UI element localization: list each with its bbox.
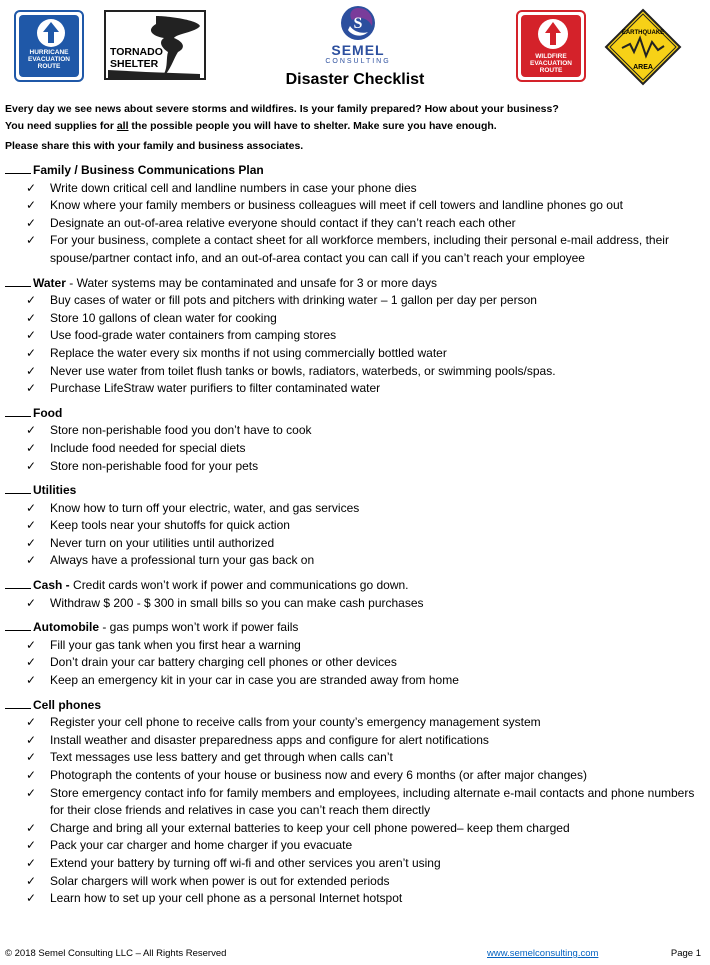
checkmark-icon: ✓ [26, 535, 37, 550]
checklist-item-text: Store non-perishable food for your pets [50, 458, 259, 473]
checklist-item-text: Withdraw $ 200 - $ 300 in small bills so you can make cash purchases [50, 595, 424, 610]
checklist-item [5, 422, 705, 440]
checkmark-icon: ✓ [26, 715, 37, 730]
footer-website-link[interactable]: www.semelconsulting.com [487, 948, 599, 959]
logo-sub: CONSULTING [325, 58, 391, 65]
intro-line2-b: the possible people you will have to shelter. Make sure you have enough. [128, 120, 497, 132]
checkmark-icon: ✓ [26, 458, 37, 473]
section-heading [5, 577, 705, 595]
checklist-item-text: Charge and bring all your external batteries to keep your cell phone powered– keep them charged [50, 820, 570, 835]
checklist-item [5, 714, 705, 732]
checklist-section [5, 619, 705, 689]
section-item-list [5, 595, 705, 613]
checkmark-icon: ✓ [26, 233, 37, 248]
checklist-item [5, 785, 705, 820]
section-item-list [5, 500, 705, 570]
intro-line2 [5, 118, 559, 135]
up-arrow-icon [19, 15, 83, 51]
footer-page-number: Page 1 [670, 948, 701, 959]
tornado-sign-line2: SHELTER [110, 58, 159, 70]
checklist-item [5, 552, 705, 570]
checklist-item-text: Extend your battery by turning off wi-fi and other services you aren’t using [50, 855, 441, 870]
checklist-item-text: Designate an out-of-area relative everyone should contact if they can’t reach each other [50, 215, 516, 230]
checklist-sections [5, 162, 705, 915]
checklist-item-text: Store non-perishable food you don’t have to cook [50, 423, 312, 438]
section-title: Food [33, 405, 63, 420]
checklist-item [5, 517, 705, 535]
checklist-item-text: Include food needed for special diets [50, 440, 246, 455]
checklist-item-text: Replace the water every six months if not using commercially bottled water [50, 345, 447, 360]
section-title: Family / Business Communications Plan [33, 163, 264, 177]
checklist-item [5, 767, 705, 785]
section-item-list [5, 180, 705, 268]
section-item-list [5, 422, 705, 475]
checklist-item-text: Pack your car charger and home charger if you evacuate [50, 838, 353, 853]
section-title: Cell phones [33, 697, 102, 712]
checklist-item-text: Know where your family members or business colleagues will meet if cell towers and landline phones go out [50, 198, 623, 213]
checklist-item [5, 837, 705, 855]
checkbox-blank-line[interactable] [5, 619, 31, 631]
section-item-list [5, 292, 705, 398]
checkmark-icon: ✓ [26, 768, 37, 782]
checklist-item-text: For your business, complete a contact sheet for all workforce members, including their personal e-mail address, their spouse/partner contact info, and an out-of-area contact you can call if you can’t reach your employee [50, 233, 669, 265]
checklist-item [5, 215, 705, 233]
intro-line2-underlined: all [116, 120, 129, 132]
checklist-item [5, 654, 705, 672]
checklist-item [5, 380, 705, 398]
checklist-item [5, 873, 705, 891]
up-arrow-icon [521, 15, 585, 53]
checklist-section [5, 482, 705, 570]
checklist-item-text: Don’t drain your car battery charging cell phones or other devices [50, 655, 397, 670]
intro-line3: Please share this with your family and business associates. [5, 140, 304, 152]
svg-text:S: S [353, 15, 363, 32]
intro-text [5, 101, 559, 155]
section-title: Utilities [33, 483, 77, 498]
section-heading [5, 162, 705, 180]
intro-line2-a: You need supplies for [5, 120, 117, 132]
section-title: Water [33, 275, 66, 290]
checkmark-icon: ✓ [26, 518, 37, 533]
checkbox-blank-line[interactable] [5, 405, 31, 417]
section-heading [5, 405, 705, 423]
checkmark-icon: ✓ [26, 423, 37, 438]
checklist-item [5, 535, 705, 553]
checkmark-icon: ✓ [26, 655, 37, 670]
checklist-section [5, 275, 705, 398]
checklist-item [5, 458, 705, 476]
checklist-item-text: Never turn on your utilities until authorized [50, 535, 275, 550]
checkmark-icon: ✓ [26, 381, 37, 396]
section-heading [5, 482, 705, 500]
checkmark-icon: ✓ [26, 855, 37, 870]
section-item-list [5, 637, 705, 690]
checklist-item [5, 732, 705, 750]
section-note: - Water systems may be contaminated and unsafe for 3 or more days [65, 275, 437, 290]
checklist-item [5, 327, 705, 345]
tornado-sign-line1: TORNADO [110, 46, 163, 58]
checkmark-icon: ✓ [26, 732, 37, 747]
checklist-item [5, 197, 705, 215]
checklist-item [5, 345, 705, 363]
checklist-item-text: Write down critical cell and landline numbers in case your phone dies [50, 180, 417, 195]
checkmark-icon: ✓ [26, 310, 37, 325]
checklist-item [5, 595, 705, 613]
checklist-item [5, 440, 705, 458]
checklist-item-text: Learn how to set up your cell phone as a personal Internet hotspot [50, 891, 403, 906]
checklist-item-text: Install weather and disaster preparedness apps and configure for alert notifications [50, 732, 489, 747]
checklist-item-text: Register your cell phone to receive calls from your county’s emergency management system [50, 715, 541, 730]
checkmark-icon: ✓ [26, 440, 37, 455]
intro-line1: Every day we see news about severe storms and wildfires. Is your family prepared? How about your business? [5, 103, 559, 115]
logo-swirl-icon [338, 4, 378, 42]
hurricane-sign-text: HURRICANE EVACUATION ROUTE [27, 49, 70, 70]
checkmark-icon: ✓ [26, 838, 37, 853]
checkmark-icon: ✓ [26, 891, 37, 906]
section-heading [5, 275, 705, 293]
checkmark-icon: ✓ [26, 215, 37, 230]
checklist-section [5, 405, 705, 475]
section-title: Cash - [33, 578, 70, 593]
checklist-item-text: Keep tools near your shutoffs for quick action [50, 518, 290, 533]
checklist-item-text: Keep an emergency kit in your car in case you are stranded away from home [50, 673, 459, 688]
checklist-item-text: Store 10 gallons of clean water for cooking [50, 310, 277, 325]
wildfire-sign-text: WILDFIRE EVACUATION ROUTE [529, 53, 572, 74]
checklist-item [5, 672, 705, 690]
checklist-item-text: Solar chargers will work when power is out for extended periods [50, 873, 390, 888]
page-title: Disaster Checklist [285, 71, 425, 88]
tornado-shelter-sign [104, 10, 206, 80]
section-item-list [5, 714, 705, 908]
checklist-item [5, 310, 705, 328]
checklist-item-text: Store emergency contact info for family members and employees, including alternate e-mail contacts and phone numbers for their close friends and relatives in case you can’t reach them directly [50, 785, 695, 818]
earthquake-sign-line1: EARTHQUAKE [621, 30, 665, 36]
section-note: Credit cards won’t work if power and communications go down. [69, 578, 409, 593]
checkmark-icon: ✓ [26, 293, 37, 308]
checklist-section [5, 577, 705, 612]
semel-logo [320, 4, 396, 68]
checkmark-icon: ✓ [26, 595, 37, 610]
section-heading [5, 619, 705, 637]
checklist-item-text: Photograph the contents of your house or business now and every 6 months (or after major changes) [50, 768, 587, 782]
footer-copyright: © 2018 Semel Consulting LLC – All Rights Reserved [5, 948, 227, 959]
checkmark-icon: ✓ [26, 180, 37, 195]
checkmark-icon: ✓ [26, 363, 37, 378]
checklist-item [5, 232, 705, 267]
logo-brand: SEMEL [331, 42, 385, 58]
checkbox-blank-line[interactable] [5, 577, 31, 589]
checkmark-icon: ✓ [26, 500, 37, 515]
checkmark-icon: ✓ [26, 637, 37, 652]
checklist-item-text: Never use water from toilet flush tanks or bowls, radiators, waterbeds, or swimming pools/spas. [50, 363, 556, 378]
section-note: - gas pumps won’t work if power fails [99, 620, 299, 635]
checklist-item [5, 820, 705, 838]
earthquake-sign-line2: AREA [633, 64, 653, 71]
checkmark-icon: ✓ [26, 328, 37, 343]
checklist-item-text: Know how to turn off your electric, water, and gas services [50, 500, 360, 515]
checklist-item-text: Use food-grade water containers from camping stores [50, 328, 337, 343]
checklist-section [5, 162, 705, 268]
section-title: Automobile [33, 620, 99, 635]
checkbox-blank-line[interactable] [5, 275, 31, 287]
checklist-item [5, 637, 705, 655]
checklist-item [5, 855, 705, 873]
checklist-item-text: Always have a professional turn your gas back on [50, 553, 315, 568]
checklist-item-text: Purchase LifeStraw water purifiers to filter contaminated water [50, 381, 381, 396]
checkmark-icon: ✓ [26, 198, 37, 213]
checklist-item [5, 500, 705, 518]
checkmark-icon: ✓ [26, 345, 37, 360]
checkmark-icon: ✓ [26, 873, 37, 888]
checklist-item [5, 890, 705, 908]
checkmark-icon: ✓ [26, 673, 37, 688]
tornado-sign-text [110, 46, 163, 70]
checkmark-icon: ✓ [26, 785, 37, 800]
checklist-item [5, 292, 705, 310]
checklist-item-text: Fill your gas tank when you first hear a warning [50, 637, 301, 652]
checkmark-icon: ✓ [26, 750, 37, 765]
section-heading [5, 697, 705, 715]
checklist-item-text: Text messages use less battery and get through when calls can’t [50, 750, 393, 765]
checkbox-blank-line[interactable] [5, 697, 31, 709]
checklist-item [5, 749, 705, 767]
checklist-item [5, 363, 705, 381]
checkmark-icon: ✓ [26, 553, 37, 568]
checkmark-icon: ✓ [26, 820, 37, 835]
checkbox-blank-line[interactable] [5, 482, 31, 494]
checkbox-blank-line[interactable] [5, 162, 31, 174]
checklist-item [5, 180, 705, 198]
checklist-section [5, 697, 705, 908]
checklist-item-text: Buy cases of water or fill pots and pitchers with drinking water – 1 gallon per day per person [50, 293, 537, 308]
